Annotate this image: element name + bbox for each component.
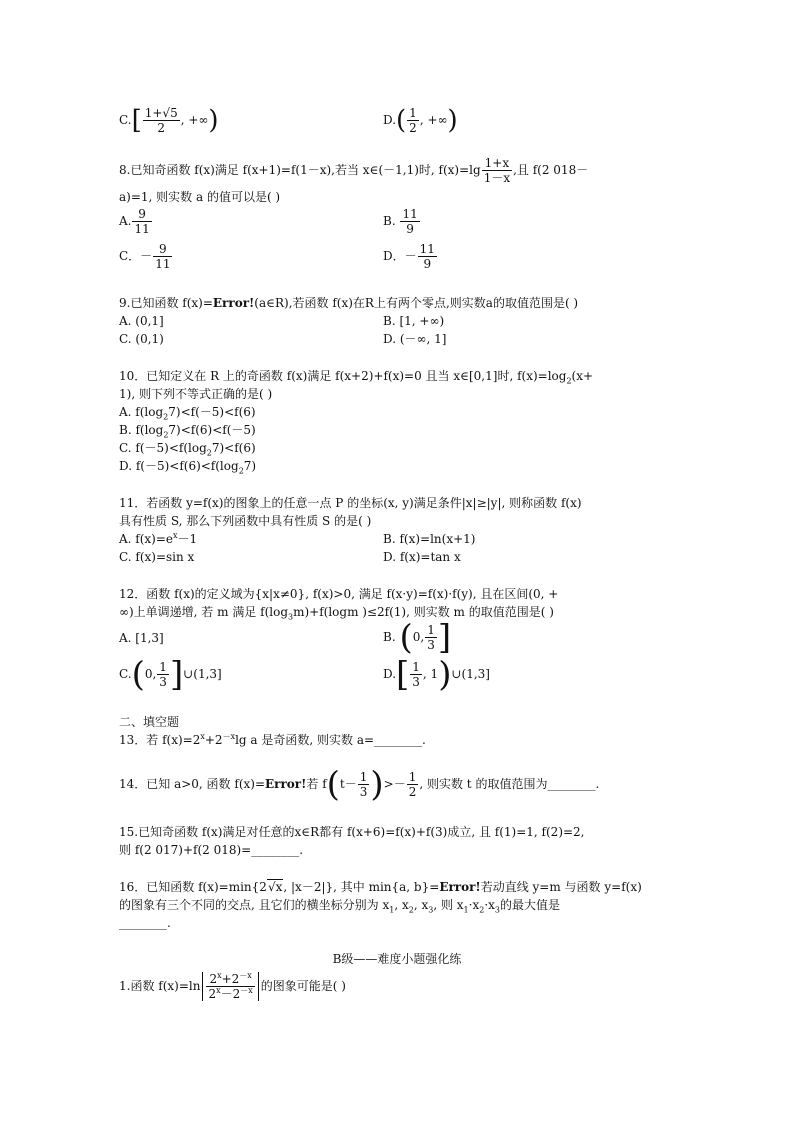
q7-option-c: C.[ $\frac{1+√5}{2}$ , +∞) <box>119 105 219 136</box>
q8-stem-line2: a)=1, 则实数 a 的值可以是( ) <box>119 190 281 204</box>
q15-stem-line1: 15.已知奇函数 f(x)满足对任意的x∈R都有 f(x+6)=f(x)+f(3)成立, 且 f(1)=1, f(2)=2, <box>119 825 585 839</box>
q10-stem-line2: 1), 则下列不等式正确的是( ) <box>119 387 273 401</box>
q9-option-b: B. [1, +∞) <box>383 314 445 328</box>
q12-option-d: D.[ $\frac{1}{3}$ , 1)∪(1,3] <box>383 654 490 695</box>
q11-option-c: C. f(x)=sin x <box>119 550 195 564</box>
q15-stem-line2: 则 f(2 017)+f(2 018)=________. <box>119 843 304 857</box>
q9-stem: 9.已知函数 f(x)=Error!(a∈R),若函数 f(x)在R上有两个零点,则实数a的取值范围是( ) <box>119 296 579 310</box>
q16-stem-line3: ________. <box>119 916 171 930</box>
q12-option-a: A. [1,3] <box>119 631 164 645</box>
q10-stem-line1: 10．已知定义在 R 上的奇函数 f(x)满足 f(x+2)+f(x)=0 且当 x∈[0,1]时, $f(x)=\log_2(x+$ <box>119 369 594 386</box>
q8-option-c: C．－ $\frac{9}{11}$ <box>119 242 171 271</box>
q10-option-a: A. $f(\log_27)<f(-5)<f(6)$ <box>119 405 256 422</box>
sqrt-x: √x <box>267 880 283 894</box>
qb1-stem: 1.函数 f(x)=ln $\frac{2^x+2^{-x}}{2^x-2^{-x}}$ 的图象可能是( ) <box>119 971 346 1001</box>
q12-option-b: B. (0, $\frac{1}{3}$ ] <box>383 617 452 658</box>
q16-stem-line1: 16．已知函数 f(x)=min{2√x, |x－2|}, 其中 min{a, b}=Error!若动直线 y=m 与函数 y=f(x) <box>119 880 642 894</box>
q16-stem-line2: 的图象有三个不同的交点, 且它们的横坐标分别为 $x_1$, $x_2$, $x_3$, 则 $x_1\cdot x_2\cdot x_3$的最大值是 <box>119 898 561 915</box>
q10-option-b: B. $f(\log_27)<f(6)<f(-5)$ <box>119 423 256 440</box>
q11-stem-line2: 具有性质 S, 那么下列函数中具有性质 S 的是( ) <box>119 514 372 528</box>
q12-stem-line2: ∞)上单调递增, 若 m 满足 $f(\log_3m)+f(\log m$ )≤2f(1), 则实数 m 的取值范围是( ) <box>119 605 554 622</box>
q10-option-c: C. $f(-5)<f(\log_27)<f(6)$ <box>119 441 256 458</box>
q7-option-d: D.( $\frac{1}{2}$ , +∞) <box>383 105 458 136</box>
q9-option-d: D. (－∞, 1] <box>383 332 447 346</box>
q11-option-a: A. $f(x)=e^x-1$ <box>119 531 198 546</box>
q14-stem: 14．已知 a>0, 函数 f(x)=Error!若 f(t－ $\frac{1}{3}$ )>－ $\frac{1}{2}$ , 则实数 t 的取值范围为________. <box>119 764 600 805</box>
q9-option-c: C. (0,1) <box>119 332 164 346</box>
q10-option-d: D. $f(-5)<f(6)<f(\log_27)$ <box>119 459 257 476</box>
section-heading-level-b: B级——难度小题强化练 <box>332 952 462 966</box>
absolute-value-bars: $\frac{2^x+2^{-x}}{2^x-2^{-x}}$ <box>202 972 258 1001</box>
q11-option-d: D. f(x)=tan x <box>383 550 461 564</box>
q8-option-a: A. $\frac{9}{11}$ <box>119 207 150 236</box>
q9-option-a: A. (0,1] <box>119 314 164 328</box>
q11-option-b: B. f(x)=ln(x+1) <box>383 532 476 546</box>
q12-option-c: C.(0, $\frac{1}{3}$ ]∪(1,3] <box>119 654 222 695</box>
q11-stem-line1: 11．若函数 y=f(x)的图象上的任意一点 P 的坐标(x, y)满足条件|x|≥|y|, 则称函数 f(x) <box>119 496 582 510</box>
q8-stem-line1: 8.已知奇函数 f(x)满足 f(x+1)=f(1－x),若当 x∈(－1,1)时, f(x)=lg $\frac{1+x}{1-x}$ ,且 f(2 018－ <box>119 156 589 185</box>
q8-option-b: B. $\frac{11}{9}$ <box>383 207 418 236</box>
section-heading-fill-blank: 二、填空题 <box>119 715 180 729</box>
q8-option-d: D．－ $\frac{11}{9}$ <box>383 242 435 271</box>
q13-stem: 13．若 $f(x)=2^x+2^{-x}\lg$ a 是奇函数, 则实数 a=________. <box>119 732 426 747</box>
q12-stem-line1: 12．函数 f(x)的定义域为{x|x≠0}, f(x)>0, 满足 f(x·y)=f(x)·f(y), 且在区间(0, + <box>119 587 559 601</box>
